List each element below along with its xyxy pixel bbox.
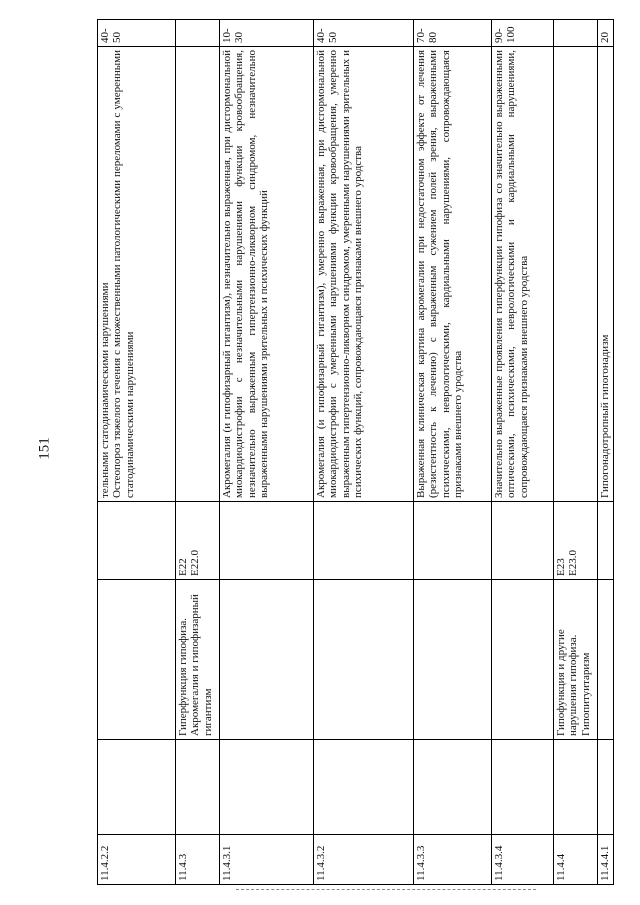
row-disease xyxy=(598,580,614,740)
row-disease: Гиперфункция гипофиза. Акромегалия и гипофизарный гигантизм xyxy=(176,580,220,740)
row-icd: E23 E23.0 xyxy=(554,502,598,580)
row-disease xyxy=(98,580,176,740)
row-description: Гипогонадотропный гипогонадизм xyxy=(598,47,614,502)
disability-criteria-table xyxy=(97,19,614,885)
table-row xyxy=(414,20,492,885)
row-icd xyxy=(414,502,492,580)
row-code: 11.4.4 xyxy=(554,835,598,885)
row-description xyxy=(554,47,598,502)
blank-cell xyxy=(492,740,554,835)
row-code: 11.4.4.1 xyxy=(598,835,614,885)
row-icd: E22 E22.0 xyxy=(176,502,220,580)
row-description xyxy=(176,47,220,502)
table-row xyxy=(598,20,614,885)
row-percent xyxy=(176,20,220,47)
page-number: 151 xyxy=(36,437,53,460)
table-container xyxy=(97,20,611,885)
table-row xyxy=(98,20,176,885)
continued-text: тельными статодинамическими нарушениями xyxy=(99,282,111,498)
row-percent xyxy=(554,20,598,47)
row-description: Акромегалия (и гипофизарный гигантизм), умеренно выраженная, при дисгормональной миокардиодистрофии с умеренными нарушениями функции кровообращения, умеренно выраженным гипертензионно-ликворном синдромом, умеренными нарушениями зрительных и психических функций, сопровождающаяся признаками внешнего уродства xyxy=(314,47,414,502)
row-code: 11.4.2.2 xyxy=(98,835,176,885)
row-description xyxy=(98,47,176,502)
row-icd xyxy=(220,502,314,580)
row-code: 11.4.3.3 xyxy=(414,835,492,885)
row-disease xyxy=(314,580,414,740)
row-percent: 20 xyxy=(598,20,614,47)
row-percent: 40-50 xyxy=(98,20,176,47)
table-row xyxy=(314,20,414,885)
row-disease xyxy=(220,580,314,740)
row-percent: 10-30 xyxy=(220,20,314,47)
table-row xyxy=(176,20,220,885)
page-bottom-divider xyxy=(236,889,536,890)
row-disease: Гипофункция и другие нарушения гипофиза. Гипопитуитаризм xyxy=(554,580,598,740)
row-icd xyxy=(314,502,414,580)
row-icd xyxy=(98,502,176,580)
row-description: Значительно выраженные проявления гиперфункции гипофиза со значительно выраженными оптическими, психическими, неврологическими и кардиальными нарушениями, сопровождающаяся признаками внешнего уродства xyxy=(492,47,554,502)
row-code: 11.4.3 xyxy=(176,835,220,885)
blank-cell xyxy=(314,740,414,835)
row-description: Акромегалия (и гипофизарный гигантизм), незначительно выраженная, при дисгормональной миокардиодистрофии с незначительными нарушениями функции кровообращения, незначительно выраженным гипертензионно-ликворном синдромом, незначительно выраженными нарушениями зрительных и психических функций xyxy=(220,47,314,502)
row-percent: 90-100 xyxy=(492,20,554,47)
table-row xyxy=(492,20,554,885)
blank-cell xyxy=(414,740,492,835)
row-icd xyxy=(598,502,614,580)
blank-cell xyxy=(98,740,176,835)
row-disease xyxy=(414,580,492,740)
row-code: 11.4.3.4 xyxy=(492,835,554,885)
row-icd xyxy=(492,502,554,580)
description-text: Остеопороз тяжелого течения с множественными патологическими переломами с умеренными статодинамическими нарушениями xyxy=(111,50,136,498)
blank-cell xyxy=(554,740,598,835)
table-row xyxy=(220,20,314,885)
blank-cell xyxy=(176,740,220,835)
row-code: 11.4.3.1 xyxy=(220,835,314,885)
blank-cell xyxy=(598,740,614,835)
table-row xyxy=(554,20,598,885)
row-disease xyxy=(492,580,554,740)
row-code: 11.4.3.2 xyxy=(314,835,414,885)
row-description: Выраженная клиническая картина акромегалии при недостаточном эффекте от лечения (резистентность к лечению) с выраженным сужением полей зрения, выраженными психическими, неврологическими, кардиальными нарушениями, сопровождающаяся признаками внешнего уродства xyxy=(414,47,492,502)
blank-cell xyxy=(220,740,314,835)
row-percent: 70-80 xyxy=(414,20,492,47)
row-percent: 40-50 xyxy=(314,20,414,47)
